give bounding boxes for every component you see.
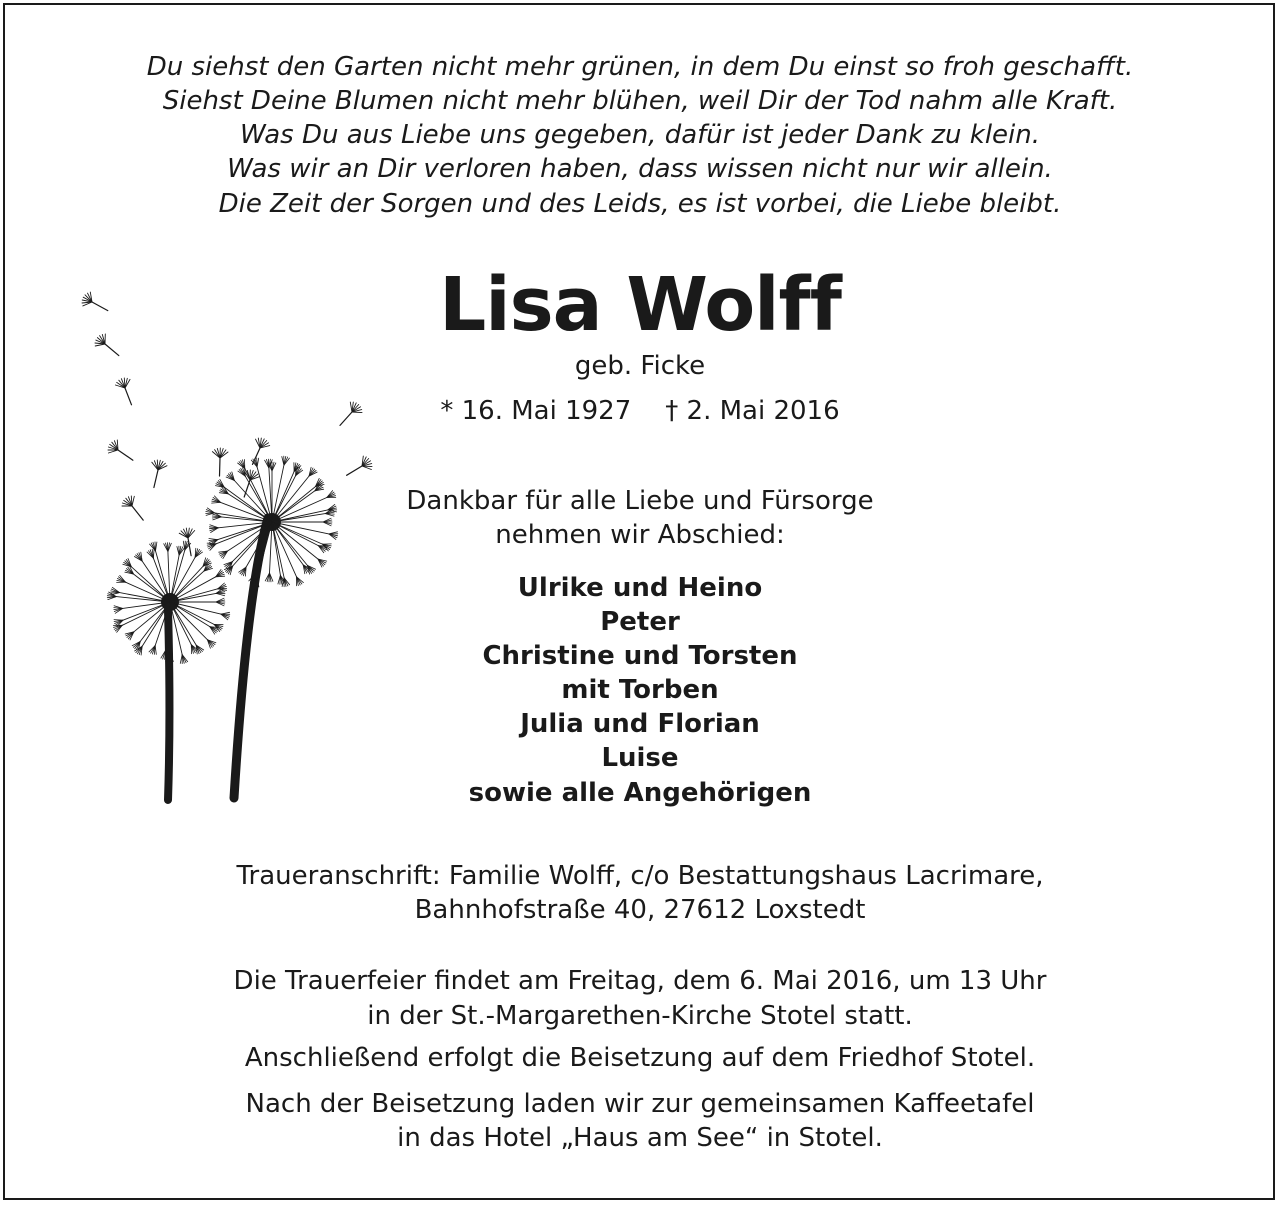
dandelion-icon	[70, 280, 400, 810]
mourner-4: mit Torben	[561, 675, 719, 705]
address-line-1: Traueranschrift: Familie Wolff, c/o Bestattungshaus Lacrimare,	[236, 861, 1044, 891]
poem-line-5: Die Zeit der Sorgen und des Leids, es ist vorbei, die Liebe bleibt.	[218, 189, 1062, 219]
farewell-line-1: Dankbar für alle Liebe und Fürsorge	[406, 486, 874, 516]
mourner-7: sowie alle Angehörigen	[468, 778, 812, 808]
poem-line-1: Du siehst den Garten nicht mehr grünen, in dem Du einst so froh geschafft.	[146, 52, 1134, 82]
service-line-4: Nach der Beisetzung laden wir zur gemeinsamen Kaffeetafel	[245, 1089, 1035, 1119]
mourner-1: Ulrike und Heino	[517, 573, 763, 603]
death-date: † 2. Mai 2016	[665, 396, 840, 426]
mourner-2: Peter	[600, 607, 680, 637]
service-line-3: Anschließend erfolgt die Beisetzung auf dem Friedhof Stotel.	[244, 1043, 1036, 1073]
poem-line-3: Was Du aus Liebe uns gegeben, dafür ist jeder Dank zu klein.	[239, 120, 1041, 150]
farewell-line-2: nehmen wir Abschied:	[495, 520, 785, 550]
deceased-name: Lisa Wolff	[439, 262, 841, 348]
service-line-1: Die Trauerfeier findet am Freitag, dem 6. Mai 2016, um 13 Uhr	[233, 966, 1047, 996]
address-line-2: Bahnhofstraße 40, 27612 Loxstedt	[414, 895, 866, 925]
birth-date: * 16. Mai 1927	[440, 396, 632, 426]
mourner-3: Christine und Torsten	[482, 641, 798, 671]
poem-line-4: Was wir an Dir verloren haben, dass wissen nicht nur wir allein.	[227, 154, 1053, 184]
service-line-5: in das Hotel „Haus am See“ in Stotel.	[397, 1123, 883, 1153]
service-line-2: in der St.-Margarethen-Kirche Stotel statt.	[367, 1001, 913, 1031]
mourner-5: Julia und Florian	[520, 709, 760, 739]
birth-name: geb. Ficke	[574, 351, 706, 381]
mourner-6: Luise	[601, 743, 679, 773]
poem-line-2: Siehst Deine Blumen nicht mehr blühen, weil Dir der Tod nahm alle Kraft.	[162, 86, 1118, 116]
